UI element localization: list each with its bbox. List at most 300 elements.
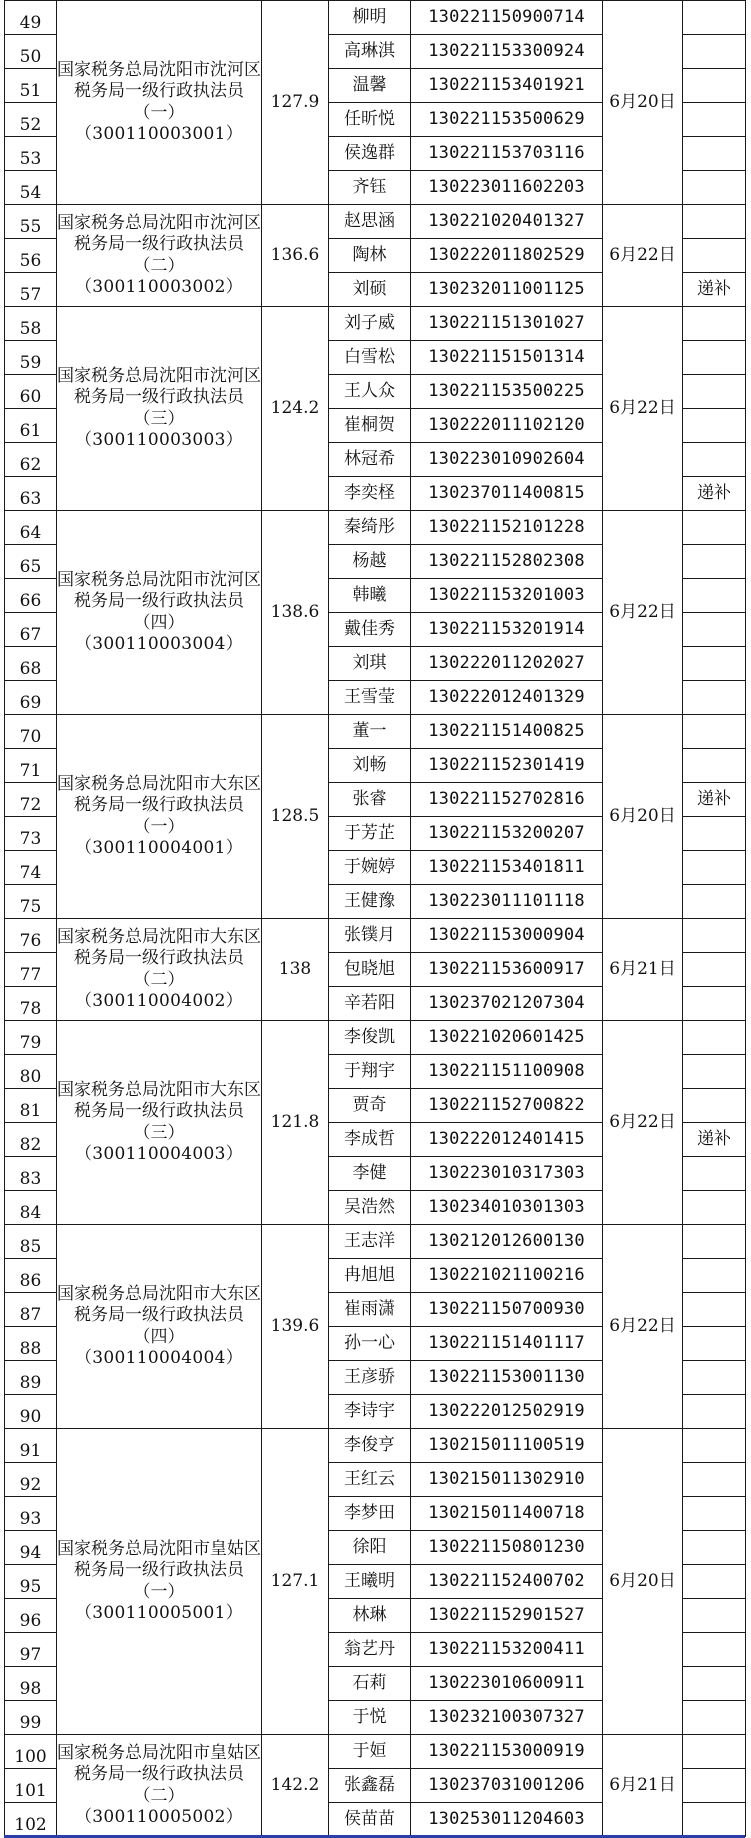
row-number: 83 — [19, 1168, 42, 1189]
position-name: 国家税务总局沈阳市皇姑区税务局一级行政执法员（一） — [57, 1539, 261, 1602]
row-number: 65 — [19, 556, 42, 577]
remark-cell — [683, 987, 746, 1021]
row-number-cell — [5, 69, 57, 103]
row-number: 56 — [19, 250, 42, 271]
ticket-number: 130221151501314 — [411, 341, 603, 375]
ticket-number: 130221021100216 — [411, 1259, 603, 1293]
candidate-name: 温馨 — [329, 69, 411, 103]
row-number-cell — [5, 749, 57, 783]
min-score-cell: 127.9 — [262, 1, 329, 205]
row-number-cell — [5, 613, 57, 647]
remark-cell — [683, 1463, 746, 1497]
candidate-name: 崔桐贺 — [329, 409, 411, 443]
row-number-cell — [5, 1021, 57, 1055]
row-number-cell — [5, 205, 57, 239]
ticket-number: 130221152400702 — [411, 1565, 603, 1599]
position-code: （300110004001） — [75, 837, 243, 858]
candidate-name: 柳明 — [329, 1, 411, 35]
row-number: 93 — [19, 1508, 42, 1529]
row-number-cell — [5, 1, 57, 35]
position-name: 国家税务总局沈阳市沈河区税务局一级行政执法员（二） — [57, 213, 261, 276]
row-number-cell — [5, 307, 57, 341]
ticket-number: 130253011204603 — [411, 1803, 603, 1837]
row-number-cell — [5, 239, 57, 273]
candidate-name: 李梦田 — [329, 1497, 411, 1531]
remark-cell — [683, 545, 746, 579]
position-name: 国家税务总局沈阳市大东区税务局一级行政执法员（二） — [57, 927, 261, 990]
remark-cell — [683, 239, 746, 273]
row-number-cell — [5, 1089, 57, 1123]
row-number: 84 — [19, 1202, 42, 1223]
row-number: 55 — [19, 216, 42, 237]
ticket-number: 130221152301419 — [411, 749, 603, 783]
ticket-number: 130221153401921 — [411, 69, 603, 103]
row-number-cell — [5, 409, 57, 443]
remark-cell — [683, 1055, 746, 1089]
remark-cell — [683, 715, 746, 749]
min-score-cell: 128.5 — [262, 715, 329, 919]
interview-date-cell: 6月22日 — [603, 1021, 683, 1225]
min-score-cell: 127.1 — [262, 1429, 329, 1735]
row-number: 100 — [14, 1746, 47, 1767]
interview-date-cell: 6月21日 — [603, 1735, 683, 1837]
remark-cell — [683, 1021, 746, 1055]
ticket-number: 130223010600911 — [411, 1667, 603, 1701]
remark-cell — [683, 1429, 746, 1463]
table-row — [5, 1, 746, 35]
position-cell — [57, 205, 262, 307]
interview-roster-table — [4, 0, 746, 1837]
row-number: 58 — [19, 318, 42, 339]
remark-cell — [683, 1769, 746, 1803]
ticket-number: 130232011001125 — [411, 273, 603, 307]
row-number-cell — [5, 1701, 57, 1735]
candidate-name: 赵思涵 — [329, 205, 411, 239]
remark-cell — [683, 817, 746, 851]
ticket-number: 130237011400815 — [411, 477, 603, 511]
ticket-number: 130221153600917 — [411, 953, 603, 987]
position-name: 国家税务总局沈阳市沈河区税务局一级行政执法员（一） — [57, 60, 261, 123]
candidate-name: 于芳芷 — [329, 817, 411, 851]
row-number: 78 — [19, 998, 42, 1019]
row-number: 91 — [19, 1440, 42, 1461]
row-number: 52 — [19, 114, 42, 135]
ticket-number: 130221151400825 — [411, 715, 603, 749]
row-number: 71 — [19, 760, 42, 781]
candidate-name: 包晓旭 — [329, 953, 411, 987]
row-number: 51 — [19, 80, 42, 101]
ticket-number: 130221151401117 — [411, 1327, 603, 1361]
row-number: 89 — [19, 1372, 42, 1393]
row-number-cell — [5, 579, 57, 613]
candidate-name: 石莉 — [329, 1667, 411, 1701]
remark-cell — [683, 511, 746, 545]
position-cell — [57, 919, 262, 1021]
row-number: 75 — [19, 896, 42, 917]
row-number-cell — [5, 681, 57, 715]
candidate-name: 王人众 — [329, 375, 411, 409]
ticket-number: 130234010301303 — [411, 1191, 603, 1225]
remark-cell: 递补 — [683, 273, 746, 307]
row-number: 102 — [14, 1814, 47, 1835]
row-number: 76 — [19, 930, 42, 951]
ticket-number: 130221153000919 — [411, 1735, 603, 1769]
row-number: 70 — [19, 726, 42, 747]
ticket-number: 130237021207304 — [411, 987, 603, 1021]
position-cell — [57, 511, 262, 715]
position-name: 国家税务总局沈阳市大东区税务局一级行政执法员（一） — [57, 774, 261, 837]
ticket-number: 130221152702816 — [411, 783, 603, 817]
position-name: 国家税务总局沈阳市大东区税务局一级行政执法员（四） — [57, 1284, 261, 1347]
remark-cell: 递补 — [683, 477, 746, 511]
row-number: 86 — [19, 1270, 42, 1291]
table-row — [5, 1735, 746, 1769]
table-row — [5, 919, 746, 953]
ticket-number: 130221153500225 — [411, 375, 603, 409]
remark-cell — [683, 953, 746, 987]
ticket-number: 130221153201003 — [411, 579, 603, 613]
candidate-name: 刘畅 — [329, 749, 411, 783]
ticket-number: 130222012401329 — [411, 681, 603, 715]
table-row — [5, 511, 746, 545]
row-number-cell — [5, 1327, 57, 1361]
row-number-cell — [5, 851, 57, 885]
remark-cell — [683, 1633, 746, 1667]
candidate-name: 崔雨潇 — [329, 1293, 411, 1327]
ticket-number: 130215011400718 — [411, 1497, 603, 1531]
ticket-number: 130221152901527 — [411, 1599, 603, 1633]
candidate-name: 李奕柽 — [329, 477, 411, 511]
ticket-number: 130221150900714 — [411, 1, 603, 35]
ticket-number: 130221153000904 — [411, 919, 603, 953]
table-row — [5, 205, 746, 239]
candidate-name: 徐阳 — [329, 1531, 411, 1565]
row-number-cell — [5, 1633, 57, 1667]
position-cell — [57, 1735, 262, 1837]
interview-date-cell: 6月20日 — [603, 1429, 683, 1735]
min-score-cell: 124.2 — [262, 307, 329, 511]
row-number: 69 — [19, 692, 42, 713]
candidate-name: 白雪松 — [329, 341, 411, 375]
position-code: （300110004004） — [75, 1347, 243, 1368]
candidate-name: 李诗宇 — [329, 1395, 411, 1429]
remark-cell — [683, 171, 746, 205]
remark-cell — [683, 137, 746, 171]
interview-date-cell: 6月22日 — [603, 205, 683, 307]
interview-date-cell: 6月22日 — [603, 511, 683, 715]
ticket-number: 130221153703116 — [411, 137, 603, 171]
interview-date-cell: 6月22日 — [603, 307, 683, 511]
remark-cell — [683, 1599, 746, 1633]
row-number-cell — [5, 443, 57, 477]
candidate-name: 秦绮彤 — [329, 511, 411, 545]
remark-cell — [683, 919, 746, 953]
candidate-name: 王志洋 — [329, 1225, 411, 1259]
remark-cell — [683, 35, 746, 69]
row-number: 73 — [19, 828, 42, 849]
remark-cell — [683, 1157, 746, 1191]
row-number: 57 — [19, 284, 42, 305]
remark-cell — [683, 1361, 746, 1395]
min-score-cell: 142.2 — [262, 1735, 329, 1837]
ticket-number: 130232100307327 — [411, 1701, 603, 1735]
row-number: 79 — [19, 1032, 42, 1053]
ticket-number: 130221153200411 — [411, 1633, 603, 1667]
ticket-number: 130221153500629 — [411, 103, 603, 137]
row-number-cell — [5, 1293, 57, 1327]
row-number-cell — [5, 1429, 57, 1463]
candidate-name: 刘琪 — [329, 647, 411, 681]
remark-cell — [683, 749, 746, 783]
row-number: 81 — [19, 1100, 42, 1121]
candidate-name: 陶林 — [329, 239, 411, 273]
row-number-cell — [5, 1361, 57, 1395]
row-number: 61 — [19, 420, 42, 441]
candidate-name: 李俊凯 — [329, 1021, 411, 1055]
position-cell — [57, 1429, 262, 1735]
row-number-cell — [5, 341, 57, 375]
row-number: 66 — [19, 590, 42, 611]
position-cell — [57, 307, 262, 511]
remark-cell — [683, 681, 746, 715]
position-code: （300110003004） — [75, 633, 243, 654]
ticket-number: 130215011100519 — [411, 1429, 603, 1463]
row-number-cell — [5, 171, 57, 205]
candidate-name: 王彦骄 — [329, 1361, 411, 1395]
candidate-name: 张鑫磊 — [329, 1769, 411, 1803]
row-number: 64 — [19, 522, 42, 543]
candidate-name: 王雪莹 — [329, 681, 411, 715]
row-number: 97 — [19, 1644, 42, 1665]
row-number-cell — [5, 1259, 57, 1293]
row-number: 94 — [19, 1542, 42, 1563]
row-number-cell — [5, 1497, 57, 1531]
candidate-name: 于悦 — [329, 1701, 411, 1735]
ticket-number: 130212012600130 — [411, 1225, 603, 1259]
remark-cell — [683, 1701, 746, 1735]
row-number: 63 — [19, 488, 42, 509]
row-number: 67 — [19, 624, 42, 645]
position-cell — [57, 1021, 262, 1225]
row-number-cell — [5, 1803, 57, 1837]
remark-cell — [683, 1, 746, 35]
candidate-name: 于翔宇 — [329, 1055, 411, 1089]
ticket-number: 130221152101228 — [411, 511, 603, 545]
ticket-number: 130223011101118 — [411, 885, 603, 919]
row-number: 99 — [19, 1712, 42, 1733]
ticket-number: 130223010902604 — [411, 443, 603, 477]
row-number-cell — [5, 375, 57, 409]
row-number-cell — [5, 987, 57, 1021]
row-number-cell — [5, 953, 57, 987]
min-score-cell: 136.6 — [262, 205, 329, 307]
candidate-name: 孙一心 — [329, 1327, 411, 1361]
table-row — [5, 1429, 746, 1463]
ticket-number: 130221153401811 — [411, 851, 603, 885]
table-row — [5, 1225, 746, 1259]
candidate-name: 王红云 — [329, 1463, 411, 1497]
candidate-name: 冉旭旭 — [329, 1259, 411, 1293]
row-number: 98 — [19, 1678, 42, 1699]
interview-date-cell: 6月20日 — [603, 1, 683, 205]
row-number-cell — [5, 1565, 57, 1599]
row-number-cell — [5, 1157, 57, 1191]
ticket-number: 130221153200207 — [411, 817, 603, 851]
table-row — [5, 715, 746, 749]
ticket-number: 130221150801230 — [411, 1531, 603, 1565]
row-number-cell — [5, 273, 57, 307]
ticket-number: 130222011802529 — [411, 239, 603, 273]
table-row — [5, 1021, 746, 1055]
remark-cell: 递补 — [683, 1123, 746, 1157]
row-number: 72 — [19, 794, 42, 815]
remark-cell — [683, 1565, 746, 1599]
row-number-cell — [5, 1055, 57, 1089]
row-number-cell — [5, 137, 57, 171]
remark-cell — [683, 885, 746, 919]
remark-cell — [683, 1191, 746, 1225]
remark-cell — [683, 443, 746, 477]
row-number-cell — [5, 1735, 57, 1769]
row-number: 59 — [19, 352, 42, 373]
remark-cell — [683, 1735, 746, 1769]
ticket-number: 130222011102120 — [411, 409, 603, 443]
position-cell — [57, 715, 262, 919]
min-score-cell: 139.6 — [262, 1225, 329, 1429]
ticket-number: 130221153001130 — [411, 1361, 603, 1395]
candidate-name: 张镤月 — [329, 919, 411, 953]
row-number-cell — [5, 817, 57, 851]
candidate-name: 任昕悦 — [329, 103, 411, 137]
candidate-name: 侯逸群 — [329, 137, 411, 171]
remark-cell — [683, 341, 746, 375]
row-number: 85 — [19, 1236, 42, 1257]
row-number: 68 — [19, 658, 42, 679]
row-number: 88 — [19, 1338, 42, 1359]
remark-cell — [683, 1531, 746, 1565]
remark-cell — [683, 307, 746, 341]
position-name: 国家税务总局沈阳市皇姑区税务局一级行政执法员（二） — [57, 1743, 261, 1806]
candidate-name: 刘子威 — [329, 307, 411, 341]
candidate-name: 贾奇 — [329, 1089, 411, 1123]
row-number: 74 — [19, 862, 42, 883]
candidate-name: 李健 — [329, 1157, 411, 1191]
ticket-number: 130221153300924 — [411, 35, 603, 69]
candidate-name: 翁艺丹 — [329, 1633, 411, 1667]
remark-cell — [683, 409, 746, 443]
interview-date-cell: 6月20日 — [603, 715, 683, 919]
candidate-name: 林琳 — [329, 1599, 411, 1633]
remark-cell — [683, 579, 746, 613]
interview-date-cell: 6月22日 — [603, 1225, 683, 1429]
min-score-cell: 121.8 — [262, 1021, 329, 1225]
remark-cell — [683, 1497, 746, 1531]
candidate-name: 吴浩然 — [329, 1191, 411, 1225]
remark-cell — [683, 205, 746, 239]
ticket-number: 130221020601425 — [411, 1021, 603, 1055]
remark-cell — [683, 1395, 746, 1429]
ticket-number: 130221152700822 — [411, 1089, 603, 1123]
ticket-number: 130222011202027 — [411, 647, 603, 681]
row-number: 77 — [19, 964, 42, 985]
min-score-cell: 138 — [262, 919, 329, 1021]
row-number: 82 — [19, 1134, 42, 1155]
row-number: 90 — [19, 1406, 42, 1427]
position-cell — [57, 1225, 262, 1429]
row-number-cell — [5, 1395, 57, 1429]
remark-cell — [683, 1327, 746, 1361]
position-code: （300110003001） — [75, 123, 243, 144]
candidate-name: 李成哲 — [329, 1123, 411, 1157]
remark-cell — [683, 375, 746, 409]
row-number: 87 — [19, 1304, 42, 1325]
min-score-cell: 138.6 — [262, 511, 329, 715]
row-number: 49 — [19, 12, 42, 33]
remark-cell — [683, 1293, 746, 1327]
row-number: 95 — [19, 1576, 42, 1597]
position-code: （300110003002） — [75, 276, 243, 297]
row-number: 92 — [19, 1474, 42, 1495]
row-number-cell — [5, 1531, 57, 1565]
row-number-cell — [5, 783, 57, 817]
remark-cell — [683, 851, 746, 885]
row-number-cell — [5, 647, 57, 681]
position-code: （300110003003） — [75, 429, 243, 450]
row-number-cell — [5, 1191, 57, 1225]
row-number: 62 — [19, 454, 42, 475]
remark-cell — [683, 647, 746, 681]
ticket-number: 130221152802308 — [411, 545, 603, 579]
row-number-cell — [5, 477, 57, 511]
remark-cell — [683, 69, 746, 103]
ticket-number: 130221020401327 — [411, 205, 603, 239]
ticket-number: 130222012502919 — [411, 1395, 603, 1429]
candidate-name: 李俊亨 — [329, 1429, 411, 1463]
candidate-name: 刘硕 — [329, 273, 411, 307]
row-number: 96 — [19, 1610, 42, 1631]
row-number-cell — [5, 715, 57, 749]
row-number-cell — [5, 1599, 57, 1633]
remark-cell — [683, 1089, 746, 1123]
interview-date-cell: 6月21日 — [603, 919, 683, 1021]
candidate-name: 于婉婷 — [329, 851, 411, 885]
ticket-number: 130215011302910 — [411, 1463, 603, 1497]
candidate-name: 侯苗苗 — [329, 1803, 411, 1837]
ticket-number: 130221153201914 — [411, 613, 603, 647]
row-number-cell — [5, 1667, 57, 1701]
roster-body — [5, 1, 746, 1837]
candidate-name: 齐钰 — [329, 171, 411, 205]
row-number-cell — [5, 1225, 57, 1259]
row-number: 60 — [19, 386, 42, 407]
candidate-name: 于姮 — [329, 1735, 411, 1769]
position-code: （300110005002） — [75, 1806, 243, 1827]
remark-cell: 递补 — [683, 783, 746, 817]
candidate-name: 韩曦 — [329, 579, 411, 613]
ticket-number: 130221151100908 — [411, 1055, 603, 1089]
ticket-number: 130222012401415 — [411, 1123, 603, 1157]
row-number-cell — [5, 35, 57, 69]
row-number-cell — [5, 511, 57, 545]
remark-cell — [683, 1667, 746, 1701]
row-number-cell — [5, 1463, 57, 1497]
remark-cell — [683, 613, 746, 647]
position-code: （300110005001） — [75, 1602, 243, 1623]
table-row — [5, 307, 746, 341]
row-number-cell — [5, 1769, 57, 1803]
ticket-number: 130223010317303 — [411, 1157, 603, 1191]
ticket-number: 130237031001206 — [411, 1769, 603, 1803]
